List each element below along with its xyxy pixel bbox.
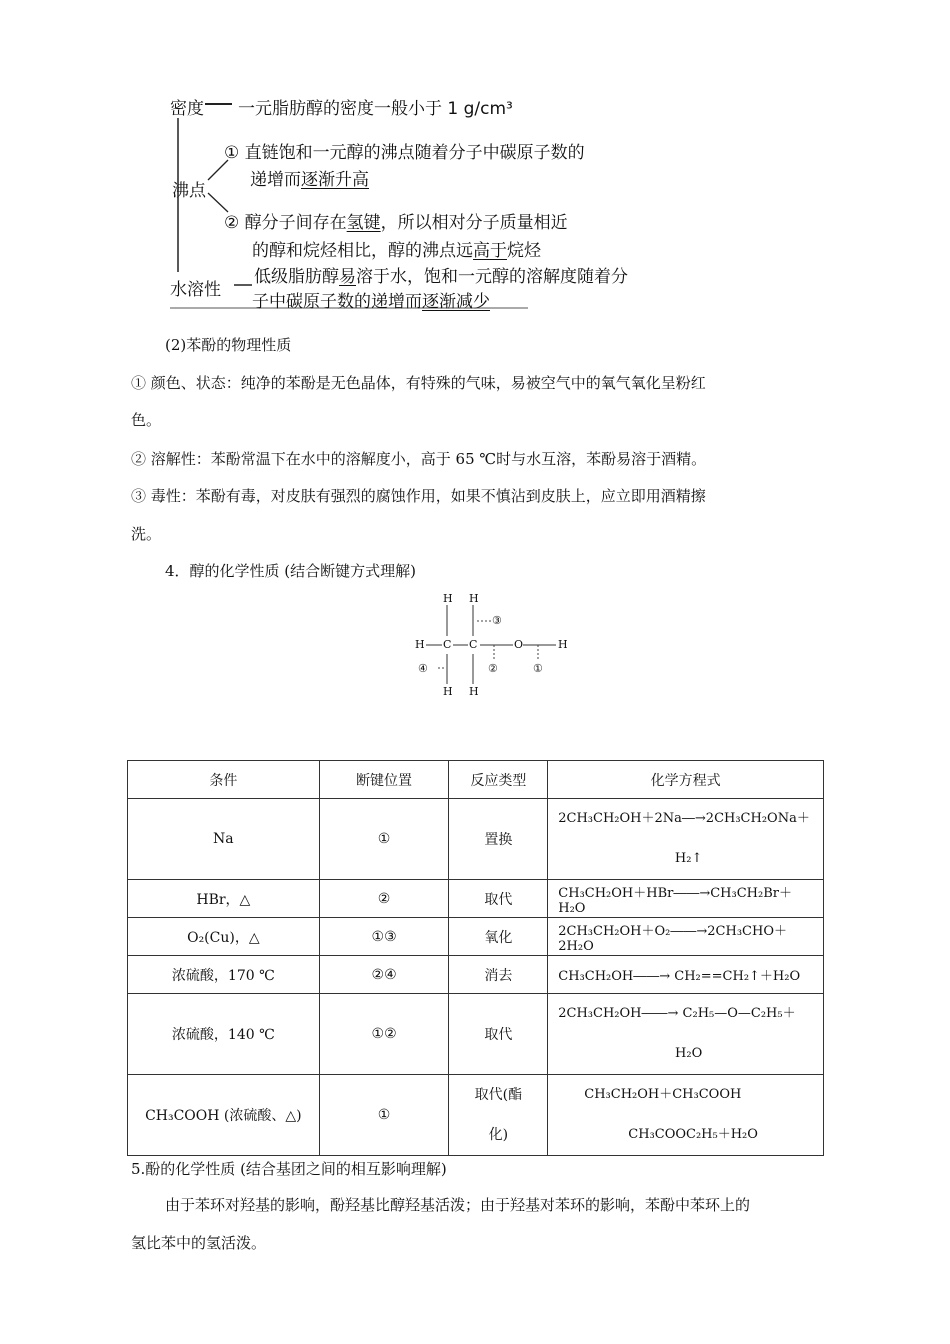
atom-h-bottom-right: H bbox=[469, 685, 479, 698]
atom-h-top-left: H bbox=[443, 592, 453, 605]
equation-line-1: 2CH₃CH₂OH＋2Na―→2CH₃CH₂ONa＋ bbox=[558, 811, 810, 826]
cell-equation: CH₃CH₂OH＋HBr――→CH₃CH₂Br＋H₂O bbox=[548, 880, 824, 918]
table-row bbox=[128, 1075, 824, 1156]
atom-h-left: H bbox=[415, 638, 425, 651]
phenol-solubility: ② 溶解性：苯酚常温下在水中的溶解度小，高于 65 ℃时与水互溶，苯酚易溶于酒精。 bbox=[131, 450, 707, 468]
table-row bbox=[128, 880, 824, 918]
cell-condition: 浓硫酸，140 ℃ bbox=[128, 994, 320, 1075]
boiling-point-label: 沸点 bbox=[172, 181, 206, 201]
cell-position: ①③ bbox=[319, 918, 449, 956]
table-row bbox=[128, 994, 824, 1075]
atom-o: O bbox=[514, 638, 524, 651]
atom-h-right: H bbox=[558, 638, 568, 651]
ethanol-bonds bbox=[400, 588, 580, 700]
density-label: 密度 bbox=[170, 99, 204, 119]
atom-h-bottom-left: H bbox=[443, 685, 453, 698]
type-line-2: 化) bbox=[488, 1127, 509, 1143]
phenol-color-line-2: 色。 bbox=[131, 411, 162, 429]
equation-line-2: H₂↑ bbox=[674, 851, 703, 866]
cell-type: 消去 bbox=[449, 956, 548, 994]
equation-line-2: H₂O bbox=[675, 1046, 703, 1061]
boiling-point-item-2-line-1: ② 醇分子间存在氢键，所以相对分子质量相近 bbox=[224, 213, 568, 233]
table-header-row bbox=[128, 761, 824, 799]
equation-line-1: CH₃CH₂OH＋CH₃COOH bbox=[584, 1087, 742, 1102]
equation-line-1: 2CH₃CH₂OH――→ C₂H₅—O—C₂H₅＋ bbox=[558, 1006, 796, 1021]
cell-equation bbox=[548, 799, 824, 880]
boiling-point-item-2-line-2: 的醇和烷烃相比，醇的沸点远高于烷烃 bbox=[252, 241, 541, 261]
table-row bbox=[128, 799, 824, 880]
cell-type bbox=[449, 1075, 548, 1156]
bond-mark-2: ② bbox=[488, 662, 498, 675]
cell-condition: 浓硫酸，170 ℃ bbox=[128, 956, 320, 994]
cell-equation bbox=[548, 994, 824, 1075]
boiling-point-item-1-line-2: 递增而逐渐升高 bbox=[250, 170, 369, 190]
density-text: 一元脂肪醇的密度一般小于 1 g/cm³ bbox=[238, 99, 513, 119]
cell-position: ② bbox=[319, 880, 449, 918]
equation-line-2: CH₃COOC₂H₅＋H₂O bbox=[628, 1127, 758, 1142]
cell-condition: O₂(Cu)，△ bbox=[128, 918, 320, 956]
phenol-chemical-line-2: 氢比苯中的氢活泼。 bbox=[131, 1234, 267, 1252]
bond-mark-4: ④ bbox=[418, 662, 428, 675]
cell-position: ① bbox=[319, 799, 449, 880]
header-equation: 化学方程式 bbox=[548, 761, 824, 799]
cell-condition: Na bbox=[128, 799, 320, 880]
cell-condition: CH₃COOH (浓硫酸、△) bbox=[128, 1075, 320, 1156]
alcohol-chemical-heading: 4．醇的化学性质 (结合断键方式理解) bbox=[165, 562, 417, 580]
cell-type: 取代 bbox=[449, 880, 548, 918]
header-condition: 条件 bbox=[128, 761, 320, 799]
phenol-toxicity-line-1: ③ 毒性：苯酚有毒，对皮肤有强烈的腐蚀作用，如果不慎沾到皮肤上，应立即用酒精擦 bbox=[131, 487, 706, 505]
alcohol-reaction-table bbox=[127, 760, 824, 1156]
cell-condition: HBr，△ bbox=[128, 880, 320, 918]
phenol-color-line-1: ① 颜色、状态：纯净的苯酚是无色晶体，有特殊的气味，易被空气中的氧气氧化呈粉红 bbox=[131, 374, 706, 392]
table-row bbox=[128, 956, 824, 994]
phenol-chemical-line-1: 由于苯环对羟基的影响，酚羟基比醇羟基活泼；由于羟基对苯环的影响，苯酚中苯环上的 bbox=[165, 1196, 751, 1214]
cell-position: ①② bbox=[319, 994, 449, 1075]
phenol-physical-heading: (2)苯酚的物理性质 bbox=[165, 336, 292, 354]
water-solubility-line-2: 子中碳原子数的递增而逐渐减少 bbox=[252, 292, 490, 312]
atom-h-top-right: H bbox=[469, 592, 479, 605]
header-bond-position: 断键位置 bbox=[319, 761, 449, 799]
phenol-chemical-heading: 5.酚的化学性质 (结合基团之间的相互影响理解) bbox=[131, 1160, 447, 1178]
water-solubility-line-1: 低级脂肪醇易溶于水，饱和一元醇的溶解度随着分 bbox=[254, 267, 628, 287]
header-reaction-type: 反应类型 bbox=[449, 761, 548, 799]
bond-mark-3: ③ bbox=[492, 614, 502, 627]
cell-position: ① bbox=[319, 1075, 449, 1156]
cell-equation bbox=[548, 1075, 824, 1156]
bond-mark-1: ① bbox=[533, 662, 543, 675]
type-line-1: 取代(酯 bbox=[474, 1087, 523, 1103]
cell-type: 氧化 bbox=[449, 918, 548, 956]
atom-c-1: C bbox=[443, 638, 452, 651]
cell-equation: CH₃CH₂OH――→ CH₂==CH₂↑＋H₂O bbox=[548, 956, 824, 994]
cell-equation: 2CH₃CH₂OH＋O₂――→2CH₃CHO＋2H₂O bbox=[548, 918, 824, 956]
cell-type: 取代 bbox=[449, 994, 548, 1075]
water-solubility-label: 水溶性 bbox=[170, 280, 221, 300]
table-row bbox=[128, 918, 824, 956]
cell-position: ②④ bbox=[319, 956, 449, 994]
cell-type: 置换 bbox=[449, 799, 548, 880]
boiling-point-item-1-line-1: ① 直链饱和一元醇的沸点随着分子中碳原子数的 bbox=[224, 143, 585, 163]
phenol-toxicity-line-2: 洗。 bbox=[131, 525, 162, 543]
atom-c-2: C bbox=[469, 638, 478, 651]
